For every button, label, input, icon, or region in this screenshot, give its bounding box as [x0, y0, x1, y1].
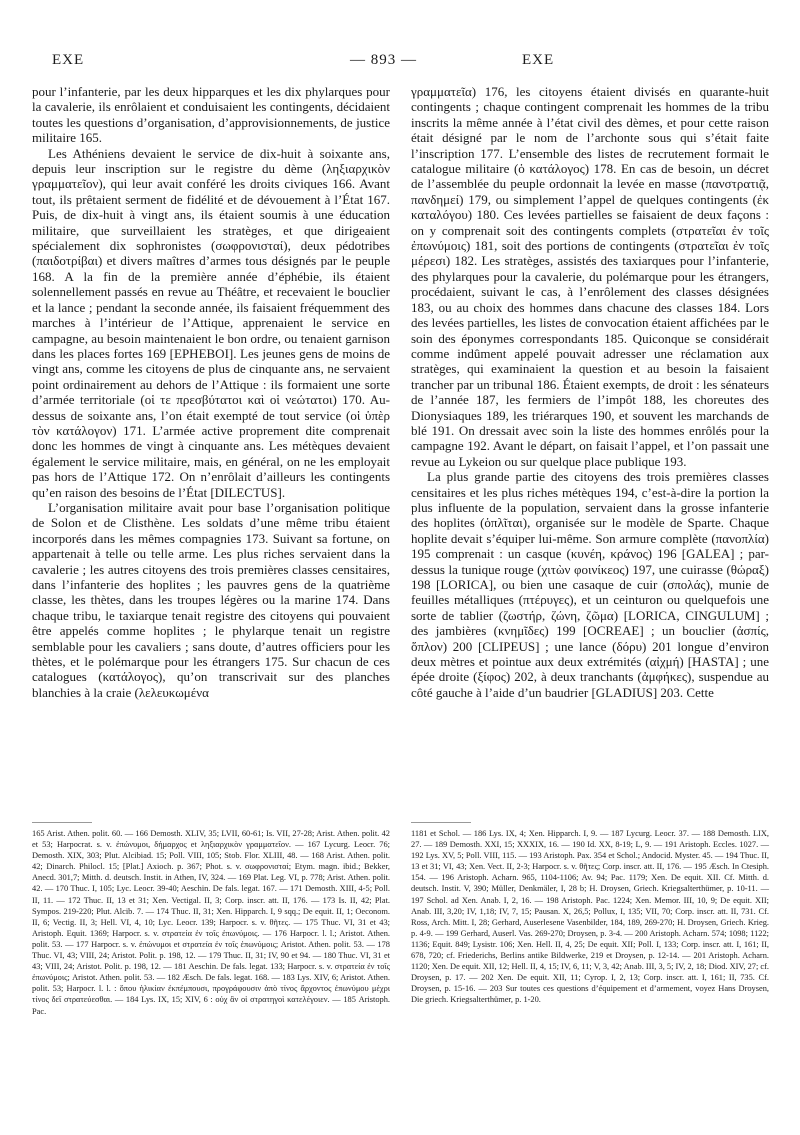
paragraph: γραμματεῖα) 176, les citoyens étaient divisés en quarante-huit contingents ; chaque contingent comprenait les hommes de la tribu inscrits la même année à l’état civil des dèmes, et pour cette raison était désigné par le nom de l’archonte sous qui s’était faite l’inscription 177. L’ensemble des listes de recrutement formait le catalogue militaire (ὁ κατάλογος) 178. En cas de besoin, un décret de l’assemblée du peuple ordonnait la levée en masse (πανστρατιᾷ, πανδημεί) 179, ou simplement l’appel de quelques contingents (ἐκ καταλόγου) 180. Ces levées partielles se faisaient de deux façons : on y comprenait soit des contingents complets (στρατεῖαι ἐν τοῖς ἐπωνύμοις) 181, soit des portions de contingents (στρατεῖαι ἐν τοῖς μέρεσι) 182. Les stratèges, assistés des taxiarques pour l’infanterie, des phylarques pour la cavalerie, du polémarque pour les étrangers, procédaient, suivant le cas, à l’enrôlement des classes désignées 183, ou au choix des hommes dans chacune des classes 184. Lors des levées partielles, les listes de convocation étaient affichées par le soin des éponymes correspondants 185. Quiconque se considérait comme indûment appelé pouvait adresser une réclamation aux stratèges, qui examinaient la question et au besoin la faisaient trancher par un tribunal 186. Étaient exempts, de droit : les sénateurs de l’année 187, les fermiers de l’impôt 188, les choreutes des Dionysiaques 189, les triérarques 190, et souvent les marchands de blé 191. On dressait avec soin la liste des hommes enrôlés pour la campagne 192. Avant le départ, on faisait l’appel, et l’on passait une revue au Lykeion ou sur quelque place publique 193. [411, 84, 769, 469]
footnote-divider [32, 822, 92, 823]
header-left-keyword: EXE [52, 52, 85, 68]
running-head [30, 52, 752, 74]
footnotes-left: 165 Arist. Athen. polit. 60. — 166 Demosth. XLIV, 35; LVII, 60-61; Is. VII, 27-28; Arist. Athen. polit. 42 et 53; Harpocrat. s. v. ἐπώνυμοι, δήμαρχος et ληξιαρχικὸν γραμματεῖον. — 167 Lycurg. Leocr. 76; Demosth. XIX, 303; Plut. Alcibiad. 15; Poll. VIII, 105; Stob. Flor. XLIII, 48. — 168 Arist. Athen. polit. 42; Dinarch. Philocl. 15; [Plat.] Axioch. p. 367; Phot. s. v. σωφρονισταί; Etym. magn. ibid.; Bekker, Anecd. 301,7; Mitth. d. deutsch. Instit. in Athen, IV, 324. — 169 Plat. Leg. VI, p. 778; Arist. Athen. polit. 42. — 170 Thuc. I, 105; Lyc. Leocr. 39-40; Aeschin. De fals. legat. 167. — 171 Demosth. XIII, 4-5; Poll. II, 11. — 172 Thuc. II, 13 et 31; Xen. Vectigal. II, 3; Corp. inscr. att. II, 176. — 173 Is. II, 42; Plat. Sympos. 219-220; Plut. Alcib. 7. — 174 Thuc. II, 31; Xen. Hipparch. I, 9 sqq.; De equit. II, 1; Oeconom. II, 6; Vectig. II, 3; Hell. VI, 4, 10; Lyc. Leocr. 139; Harpocr. s. v. θῆτες. — 175 Thuc. VI, 31 et 43; Aristoph. Equit. 1369; Harpocr. s. v. στρατεία ἐν τοῖς ἐπωνύμοις. — 176 Harpocr. l. l.; Aristot. Athen. polit. 53. — 177 Harpocr. s. v. ἐπώνυμοι et στρατεία ἐν τοῖς ἐπωνύμοις; Aristot. Athen. polit. 53. — 178 Thuc. VI, 43; VIII, 24; Aristot. Polit. p. 198, 12. — 179 Thuc. II, 31; IV, 90 et 94. — 180 Thuc. VI, 31 et 43; VIII, 24; Aristot. Polit. p. 198, 12. — 181 Aeschin. De fals. legat. 133; Harpocr. s. v. στρατεία ἐν τοῖς ἐπωνύμοις; Aristot. Athen. polit. 53. — 182 Æsch. De fals. legat. 168. — 183 Lys. XIV, 6; Aristot. Athen. polit. 53; Harpocr. l. l. : ὅπου ἡλικίαν ἐκπέμπουσι, προγράφουσιν ἀπὸ τίνος ἄρχοντος ἐπωνύμου μέχρι τίνος δεῖ στρατεύεσθαι. — 184 Lys. IX, 15; XIV, 6 : οὐχ ἂν οἱ στρατηγοὶ κατελέγοιεν. — 185 Aristoph. Pac. [32, 829, 390, 1016]
paragraph: La plus grande partie des citoyens des trois premières classes censitaires et les plus riches métèques 194, c’est-à-dire la portion la plus influente de la population, servaient dans la grosse infanterie des hoplites (ὁπλῖται), organisée sur le modèle de Sparte. Chaque hoplite devait s’équiper lui-même. Son armure complète (πανοπλία) 195 comprenait : un casque (κυνέη, κράνος) 196 [GALEA] ; par-dessus la tunique rouge (χιτὼν φοινίκεος) 197, une cuirasse (θώραξ) 198 [LORICA], ou bien une casaque de cuir (σπολάς), munie de feuilles métalliques (πτέρυγες), et un ceinturon ou quelquefois une sorte de tablier (ζωστήρ, ζώνη, ζῶμα) [LORICA, CINGULUM] ; des jambières (κνημῖδες) 199 [OCREAE] ; un bouclier (ἀσπίς, ὅπλον) 200 [CLIPEUS] ; une lance (δόρυ) 201 longue d’environ deux mètres et pointue aux deux extrémités (αἰχμή) [HASTA] ; une épée droite (ξίφος) 202, à deux tranchants (ἀμφήκες), suspendue au côté gauche à l’aide d’un baudrier [GLADIUS] 203. Cette [411, 469, 769, 700]
paragraph: pour l’infanterie, par les deux hipparques et les dix phylarques pour la cavalerie, ils enrôlaient et conduisaient les contingents, décidaient toutes les questions d’organisation, d’approvisionnements, de justice militaire 165. [32, 84, 390, 146]
page-number: — 893 — [350, 52, 417, 68]
left-column [32, 84, 390, 700]
right-column [411, 84, 769, 700]
header-right-keyword: EXE [522, 52, 555, 68]
paragraph: L’organisation militaire avait pour base l’organisation politique de Solon et de Clisthène. Les soldats d’une même tribu étaient incorporés dans les mêmes compagnies 173. Suivant sa fortune, on appartenait à telle ou telle arme. Les plus riches servaient dans la cavalerie ; les autres citoyens des trois premières classes censitaires, dans l’infanterie des hoplites ; les pauvres gens de la quatrième classe, les thètes, dans les troupes légères ou la marine 174. Dans chaque tribu, le taxiarque tenait registre des citoyens qui pouvaient être appelés comme hoplites ; le phylarque tenait un registre semblable pour les cavaliers ; sans doute, d’autres officiers pour les thètes, et le polémarque pour les étrangers 175. Sur chacun de ces catalogues (κατάλογος), qu’on transcrivait sur des planches blanchies à la craie (λελευκωμένα [32, 499, 390, 700]
footnote-divider [411, 822, 471, 823]
paragraph: Les Athéniens devaient le service de dix-huit à soixante ans, depuis leur inscription sur le registre du dème (ληξιαρχικὸν γραμματεῖον), qui leur avait conféré les droits civiques 166. Avant tout, ils prêtaient serment de fidélité et de dévouement à l’État 167. Puis, de dix-huit à vingt ans, ils étaient soumis à une éducation militaire, que surveillaient les stratèges, et que dirigeaient spécialement dix sophronistes (σωφρονισταί), deux pédotribes (παιδοτρίβαι) et divers maîtres d’armes tous désignés par le peuple 168. A la fin de la première année d’éphébie, ils étaient solennellement passés en revue au Théâtre, et recevaient le bouclier et la lance ; pendant la seconde année, ils faisaient fréquemment des marches à l’intérieur de l’Attique, apprenaient le service en campagne, au besoin maintenaient le bon ordre, ou tenaient garnison dans les places fortes 169 [EPHEBOI]. Les jeunes gens de moins de vingt ans, comme les citoyens de plus de cinquante ans, ne servaient point ordinairement au dehors de l’Attique : ils formaient une sorte d’armée territoriale (οἱ τε πρεσβύτατοι καὶ οἱ νεώτατοι) 170. Au-dessus de soixante ans, l’on était exempté de tout service (οἱ ὑπὲρ τὸν κατάλογον) 171. L’armée active proprement dite comprenait donc les hommes de vingt à cinquante ans. Les métèques devaient également le service militaire, mais, en général, on ne les employait pas hors de l’Attique 172. On n’enrôlait d’ailleurs les contingents qu’en raison des besoins de l’État [DILECTUS]. [32, 145, 390, 500]
footnotes-right: 1181 et Schol. — 186 Lys. IX, 4; Xen. Hipparch. I, 9. — 187 Lycurg. Leocr. 37. — 188 Demosth. LIX, 27. — 189 Demosth. XXI, 15; XXXIX, 16. — 190 Id. XX, 8-19; L, 9. — 191 Aristoph. Eccles. 1027. — 192 Lys. XV, 5; Poll. VIII, 115. — 193 Aristoph. Pax. 354 et Schol.; Andocid. Myster. 45. — 194 Thuc. II, 13 et 31; VI, 43; Xen. Vect. II, 2-3; Harpocr. s. v. θῆτες; Corp. inscr. att. II, 176. — 195 Æsch. In Ctesiph. 154. — 196 Aristoph. Acharn. 965, 1104-1106; Av. 94; Pac. 1179; Xen. De equit. XII. Cf. Mitth. d. deutsch. Instit. V, 390; Müller, Denkmäler, I, 28 b; H. Droysen, Griech. Kriegsalterthümer, p. 10-11. — 197 Schol. ad Xen. Anab. I, 2, 16. — 198 Aristoph. Pac. 1224; Xen. Memor. III, 10, 9; De equit. XII; Anab. III, 3,20; IV, 1,18; IV, 7, 15; Pausan. X, 26,5; Pollux, I, 135; VII, 70; Corp. inscr. att. II, 731. Cf. Ross, Arch. Mitt. I, 28; Gerhard, Auserlesene Vasenbilder, 184, 189, 269-270; H. Droysen, Griech. Krieg. p. 4-9. — 199 Gerhard, Auserl. Vas. 269-270; Droysen, p. 3-4. — 200 Aristoph. Acharn. 574; 1098; 1122; 1136; Equit. 849; Lysistr. 106; Xen. Hell. II, 4, 25; De equit. XII; Poll. I, 133; Corp. inscr. att. I, 161; II, 678, 720; cf. Friederichs, Berlins antike Bildwerke, 219 et Droysen, p. 12-14. — 201 Aristoph. Acharn. 1120; Xen. De equit. XII, 12; Hell. II, 4, 15; IV, 6, 11; V, 3, 42; Anab. III, 3, 5; IV, 2, 18; Diod. XIV, 27; cf. Droysen, p. 17. — 202 Xen. De equit. XII, 11; Cyrop. I, 2, 13; Corp. inscr. att. I, 161; II, 735. Cf. Droysen, p. 15-16. — 203 Sur toutes ces questions d’équipement et d’armement, voyez Hans Droysen, Die griech. Kriegsalterthümer, p. 1-20. [411, 829, 769, 1005]
